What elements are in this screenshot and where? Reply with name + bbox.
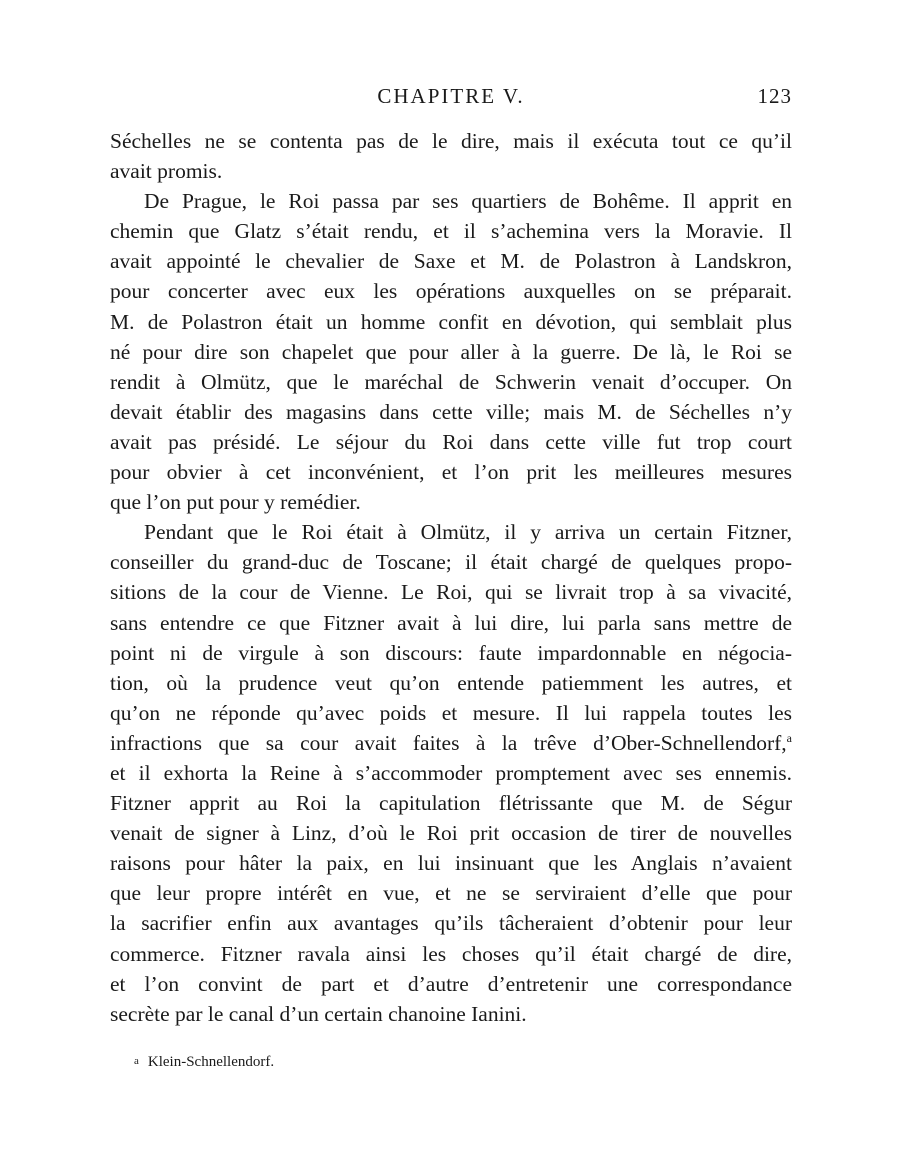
text-line: point ni de virgule à son discours: faute impardonnable en négocia- bbox=[110, 640, 792, 665]
text-line: commerce. Fitzner ravala ainsi les choses qu’il était chargé de dire, bbox=[110, 941, 792, 966]
chapter-title: CHAPITRE V. bbox=[377, 84, 525, 108]
text-line: avait appointé le chevalier de Saxe et M. de Polastron à Landskron, bbox=[110, 249, 792, 274]
text-line: devait établir des magasins dans cette ville; mais M. de Séchelles n’y bbox=[110, 399, 792, 424]
text-line: infractions que sa cour avait faites à la trêve d’Ober-Schnellendorf, bbox=[110, 730, 787, 755]
text-line: pour concerter avec eux les opérations auxquelles on se préparait. bbox=[110, 279, 792, 304]
text-line: venait de signer à Linz, d’où le Roi prit occasion de tirer de nouvelles bbox=[110, 821, 792, 846]
text-line: pour obvier à cet inconvénient, et l’on prit les meilleures mesures bbox=[110, 460, 792, 485]
text-line: avait pas présidé. Le séjour du Roi dans cette ville fut trop court bbox=[110, 429, 792, 454]
text-line: De Prague, le Roi passa par ses quartiers de Bohême. Il apprit en bbox=[144, 189, 792, 214]
text-line: né pour dire son chapelet que pour aller à la guerre. De là, le Roi se bbox=[110, 339, 792, 364]
text-line: Pendant que le Roi était à Olmütz, il y arriva un certain Fitzner, bbox=[144, 520, 792, 545]
footnote bbox=[134, 1054, 274, 1071]
text-line: avait promis. bbox=[110, 159, 223, 184]
text-line: Fitzner apprit au Roi la capitulation flétrissante que M. de Ségur bbox=[110, 791, 792, 816]
text-line: Séchelles ne se contenta pas de le dire, mais il exécuta tout ce qu’il bbox=[110, 129, 792, 153]
text-line: qu’on ne réponde qu’avec poids et mesure. Il lui rappela toutes les bbox=[110, 700, 792, 725]
text-line: M. de Polastron était un homme confit en dévotion, qui semblait plus bbox=[110, 309, 792, 334]
text-line: et il exhorta la Reine à s’accommoder promptement avec ses ennemis. bbox=[110, 760, 792, 785]
running-head bbox=[110, 84, 792, 114]
footnote-mark: a bbox=[134, 1055, 139, 1067]
text-line-with-note bbox=[110, 728, 792, 758]
text-line: rendit à Olmütz, que le maréchal de Schwerin venait d’occuper. On bbox=[110, 369, 792, 394]
text-line: tion, où la prudence veut qu’on entende patiemment les autres, et bbox=[110, 670, 792, 695]
text-line: que l’on put pour y remédier. bbox=[110, 490, 361, 515]
text-line: sans entendre ce que Fitzner avait à lui dire, lui parla sans mettre de bbox=[110, 610, 792, 635]
text-line: secrète par le canal d’un certain chanoine Ianini. bbox=[110, 1001, 527, 1026]
text-line: conseiller du grand-duc de Toscane; il était chargé de quelques propo- bbox=[110, 550, 792, 575]
text-line: que leur propre intérêt en vue, et ne se serviraient d’elle que pour bbox=[110, 881, 792, 906]
text-line: et l’on convint de part et d’autre d’entretenir une correspondance bbox=[110, 971, 792, 996]
footnote-text: Klein-Schnellendorf. bbox=[147, 1054, 275, 1070]
body-text bbox=[110, 126, 792, 1029]
text-line: chemin que Glatz s’était rendu, et il s’achemina vers la Moravie. Il bbox=[110, 219, 792, 244]
footnote-reference: a bbox=[786, 730, 792, 745]
text-line: la sacrifier enfin aux avantages qu’ils tâcheraient d’obtenir pour leur bbox=[110, 911, 792, 936]
text-line: raisons pour hâter la paix, en lui insinuant que les Anglais n’avaient bbox=[110, 851, 792, 876]
text-line: sitions de la cour de Vienne. Le Roi, qui se livrait trop à sa vivacité, bbox=[110, 580, 792, 605]
page-number: 123 bbox=[757, 84, 792, 108]
